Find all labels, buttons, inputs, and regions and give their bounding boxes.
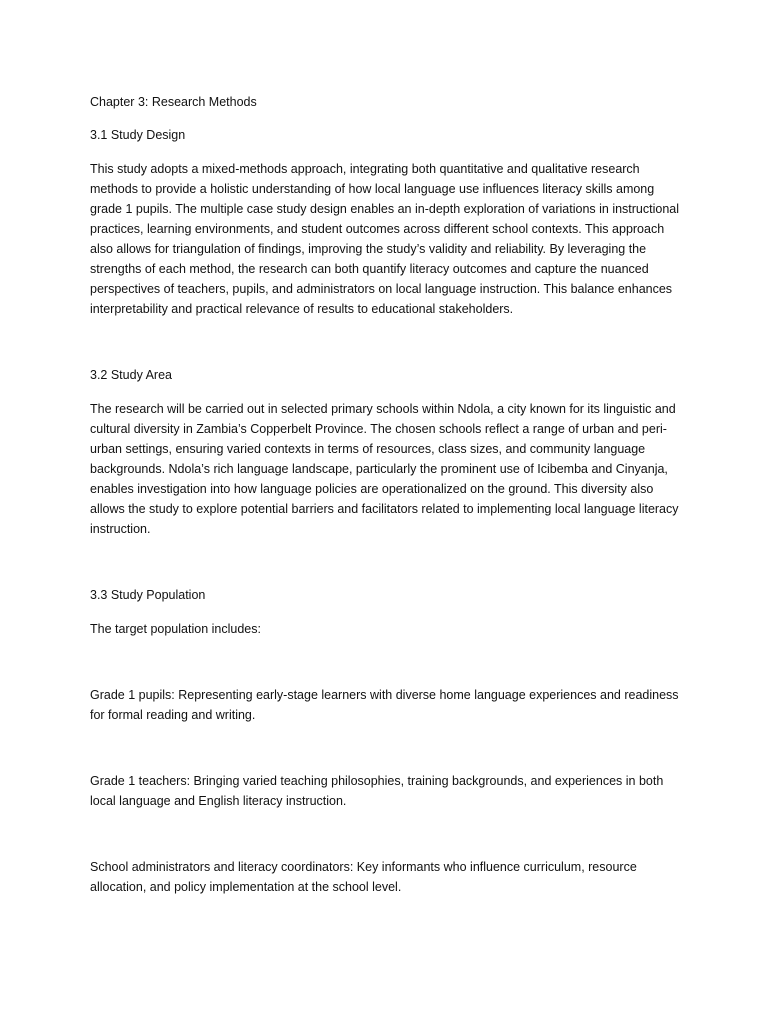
section-heading-study-population: 3.3 Study Population: [90, 588, 206, 602]
paragraph-study-design: This study adopts a mixed-methods approach, integrating both quantitative and qualitative research methods to provide a holistic understanding of how local language use influences literacy skills among grade 1 pupils. The multiple case study design enables an in-depth exploration of variations in instructional practices, learning environments, and student outcomes across different school contexts. This approach also allows for triangulation of findings, improving the study’s validity and reliability. By leveraging the strengths of each method, the research can both quantify literacy outcomes and capture the nuanced perspectives of teachers, pupils, and administrators on local language instruction. This balance enhances interpretability and practical relevance of results to educational stakeholders.: [90, 162, 680, 316]
section-heading-study-area: 3.2 Study Area: [90, 368, 173, 382]
population-item-teachers: Grade 1 teachers: Bringing varied teaching philosophies, training backgrounds, and experiences in both local language and English literacy instruction.: [90, 774, 664, 808]
paragraph-study-area: The research will be carried out in selected primary schools within Ndola, a city known for its linguistic and cultural diversity in Zambia’s Copperbelt Province. The chosen schools reflect a range of urban and peri-urban settings, ensuring varied contexts in terms of resources, class sizes, and community language backgrounds. Ndola’s rich language landscape, particularly the prominent use of Icibemba and Cinyanja, enables investigation into how language policies are operationalized on the ground. This diversity also allows the study to explore potential barriers and facilitators related to implementing local language literacy instruction.: [90, 402, 679, 536]
paragraph-population-intro: The target population includes:: [90, 622, 261, 636]
population-item-administrators: School administrators and literacy coordinators: Key informants who influence curriculum, resource allocation, and policy implementation at the school level.: [90, 860, 637, 894]
chapter-title: Chapter 3: Research Methods: [90, 95, 257, 109]
population-item-pupils: Grade 1 pupils: Representing early-stage learners with diverse home language experiences and readiness for formal reading and writing.: [90, 688, 679, 722]
document-page: [90, 92, 682, 897]
section-heading-study-design: 3.1 Study Design: [90, 128, 186, 142]
